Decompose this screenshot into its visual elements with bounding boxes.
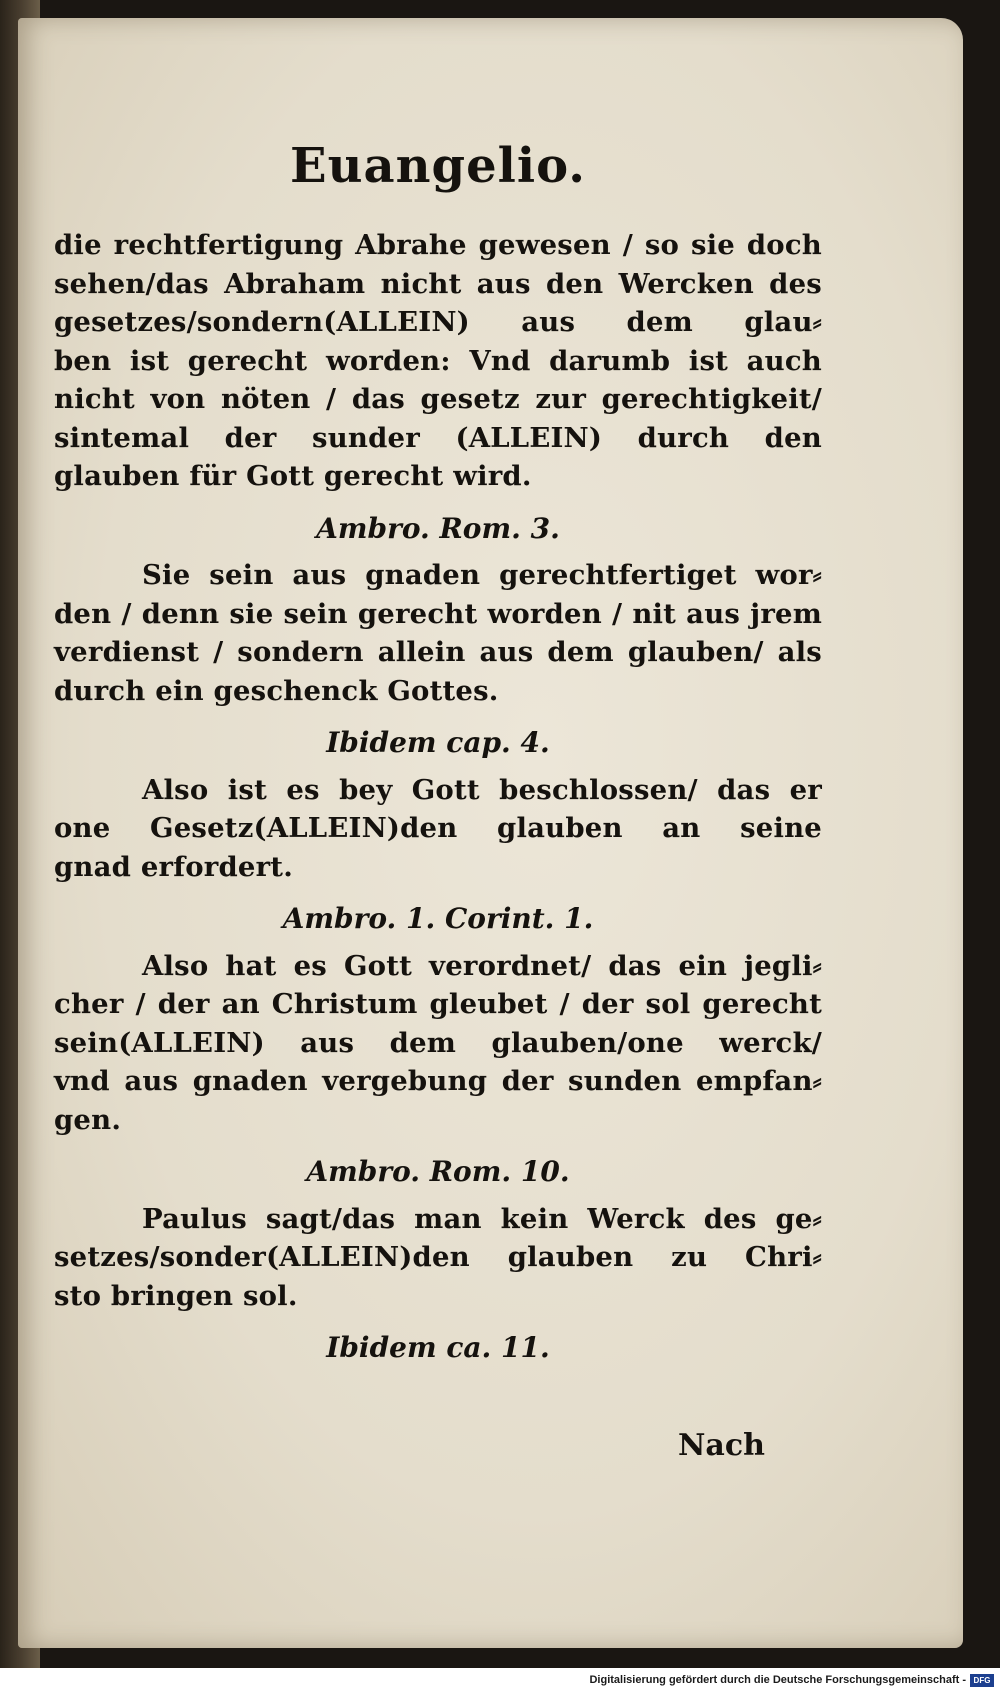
text-line: sto bringen sol. xyxy=(54,1279,298,1312)
citation-heading: Ambro. Rom. 10. xyxy=(306,1155,570,1188)
catchword: Nach xyxy=(678,1428,765,1463)
paragraph-1 xyxy=(54,226,822,496)
running-head: Euangelio. xyxy=(290,138,586,194)
text-line: den / denn sie sein gerecht worden / nit aus jrem xyxy=(54,597,822,630)
text-line: verdienst / sondern allein aus dem glauben/ als xyxy=(54,636,822,668)
book-page xyxy=(18,18,963,1648)
text-line: gnad erfordert. xyxy=(54,850,293,883)
text-line: gen. xyxy=(54,1103,122,1136)
text-line: Sie sein aus gnaden gerechtfertiget wor⸗ xyxy=(142,559,822,591)
text-line: Paulus sagt/das man kein Werck des ge⸗ xyxy=(142,1202,822,1235)
citation-heading: Ambro. 1. Corint. 1. xyxy=(282,902,594,935)
paragraph-4 xyxy=(54,947,822,1140)
text-line: vnd aus gnaden vergebung der sunden empfan⸗ xyxy=(54,1065,822,1097)
dfg-logo-icon: DFG xyxy=(970,1674,994,1687)
paragraph-3 xyxy=(54,771,822,887)
text-line: one Gesetz(ALLEIN)den glauben an seine xyxy=(54,812,822,844)
text-line: die rechtfertigung Abrahe gewesen / so sie doch xyxy=(54,229,822,261)
paragraph-2 xyxy=(54,556,822,710)
text-line: ben ist gerecht worden: Vnd darumb ist auch xyxy=(54,344,822,377)
paragraph-5 xyxy=(54,1200,822,1316)
text-line: sintemal der sunder (ALLEIN) durch den xyxy=(54,421,822,454)
page-text-block xyxy=(54,138,822,1376)
citation-heading: Ambro. Rom. 3. xyxy=(316,511,560,545)
text-line: Also ist es bey Gott beschlossen/ das er xyxy=(142,773,822,806)
text-line: setzes/sonder(ALLEIN)den glauben zu Chri⸗ xyxy=(54,1241,822,1273)
funding-credit: Digitalisierung gefördert durch die Deutsche Forschungsgemeinschaft - xyxy=(589,1674,966,1686)
text-line: sehen/das Abraham nicht aus den Wercken des xyxy=(54,267,822,300)
text-line: sein(ALLEIN) aus dem glauben/one werck/ xyxy=(54,1026,822,1059)
citation-heading: Ibidem ca. 11. xyxy=(326,1331,550,1364)
text-line: gesetzes/sondern(ALLEIN) aus dem glau⸗ xyxy=(54,306,822,338)
text-line: Also hat es Gott verordnet/ das ein jegli⸗ xyxy=(142,949,822,982)
citation-heading: Ibidem cap. 4. xyxy=(326,726,550,759)
text-line: glauben für Gott gerecht wird. xyxy=(54,460,532,492)
digitization-footer xyxy=(0,1672,1000,1692)
text-line: durch ein geschenck Gottes. xyxy=(54,674,499,707)
text-line: cher / der an Christum gleubet / der sol gerecht xyxy=(54,988,822,1020)
text-line: nicht von nöten / das gesetz zur gerechtigkeit/ xyxy=(54,383,822,415)
